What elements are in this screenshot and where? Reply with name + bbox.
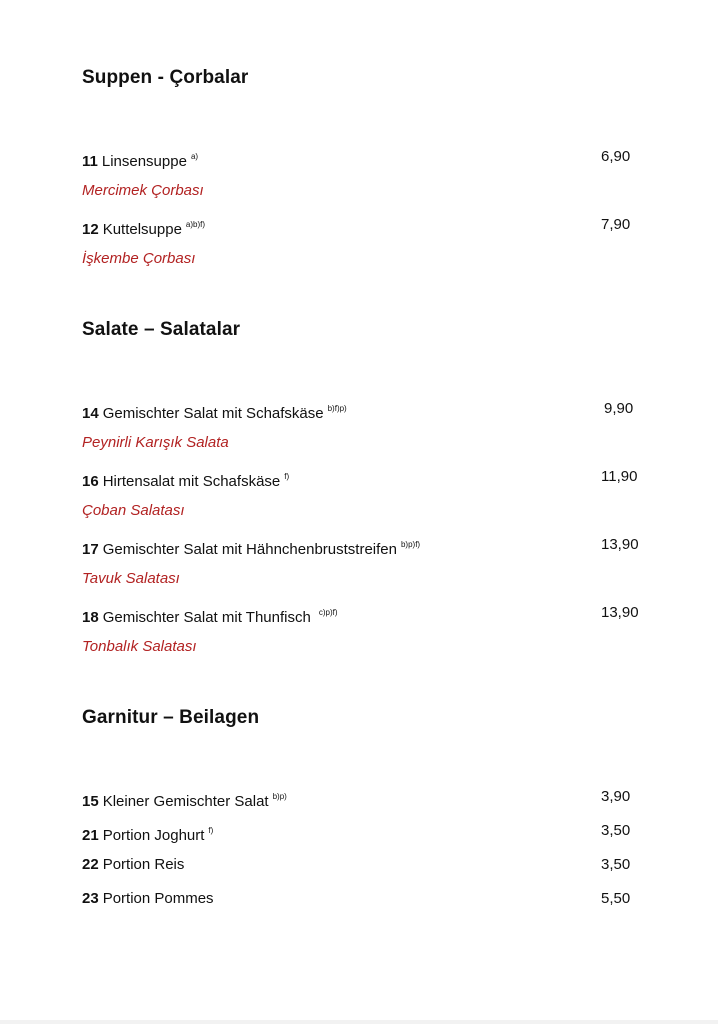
page-bottom-edge	[0, 1020, 718, 1024]
menu-item	[82, 855, 682, 875]
item-number: 23	[82, 890, 99, 907]
menu-item	[82, 147, 682, 170]
menu-item	[82, 467, 682, 490]
menu-item	[82, 399, 682, 422]
item-translation: Tavuk Salatası	[82, 570, 180, 587]
item-allergens: f)	[208, 826, 214, 835]
menu-item	[82, 787, 682, 810]
item-translation: Peynirli Karışık Salata	[82, 434, 229, 451]
menu-item	[82, 215, 682, 238]
menu-item	[82, 535, 682, 558]
item-translation: Çoban Salatası	[82, 502, 185, 519]
menu-item	[82, 603, 682, 626]
item-name: Gemischter Salat mit Thunfisch	[102, 609, 311, 626]
item-price: 9,90	[604, 400, 634, 417]
item-translation: Mercimek Çorbası	[82, 182, 204, 199]
item-number: 15	[82, 793, 99, 810]
item-allergens: b)p)	[272, 792, 287, 801]
item-allergens: a)b)f)	[185, 220, 206, 229]
item-price: 3,50	[601, 856, 631, 873]
menu-item	[82, 821, 682, 844]
item-number: 12	[82, 221, 99, 238]
item-name: Gemischter Salat mit Hähnchenbruststreifen	[102, 541, 397, 558]
item-name: Gemischter Salat mit Schafskäse	[102, 405, 324, 422]
item-number: 11	[82, 153, 98, 170]
item-number: 16	[82, 473, 99, 490]
item-name: Kuttelsuppe	[102, 221, 182, 238]
item-translation: Tonbalık Salatası	[82, 638, 197, 655]
item-price: 6,90	[601, 148, 631, 165]
item-price: 5,50	[601, 890, 631, 907]
item-allergens: b)f)p)	[327, 404, 347, 413]
item-number: 18	[82, 609, 99, 626]
section-title-soups: Suppen - Çorbalar	[82, 67, 249, 88]
section-title-sides: Garnitur – Beilagen	[82, 707, 260, 728]
item-allergens: f)	[284, 472, 290, 481]
item-price: 11,90	[601, 468, 638, 485]
item-number: 22	[82, 856, 99, 873]
item-allergens: a)	[190, 152, 199, 161]
item-number: 14	[82, 405, 99, 422]
item-name: Portion Reis	[102, 856, 185, 873]
item-name: Linsensuppe	[101, 153, 187, 170]
item-price: 13,90	[601, 536, 639, 553]
item-price: 3,50	[601, 822, 631, 839]
item-name: Portion Joghurt	[102, 827, 205, 844]
item-number: 17	[82, 541, 99, 558]
item-allergens: b)p)f)	[400, 540, 421, 549]
item-name: Hirtensalat mit Schafskäse	[102, 473, 281, 490]
menu-item	[82, 889, 682, 909]
item-allergens: c)p)f)	[318, 608, 338, 617]
item-price: 3,90	[601, 788, 631, 805]
item-name: Portion Pommes	[102, 890, 214, 907]
item-price: 7,90	[601, 216, 631, 233]
item-price: 13,90	[601, 604, 639, 621]
section-title-salads: Salate – Salatalar	[82, 319, 241, 340]
item-name: Kleiner Gemischter Salat	[102, 793, 269, 810]
item-translation: İşkembe Çorbası	[82, 250, 196, 267]
item-number: 21	[82, 827, 99, 844]
